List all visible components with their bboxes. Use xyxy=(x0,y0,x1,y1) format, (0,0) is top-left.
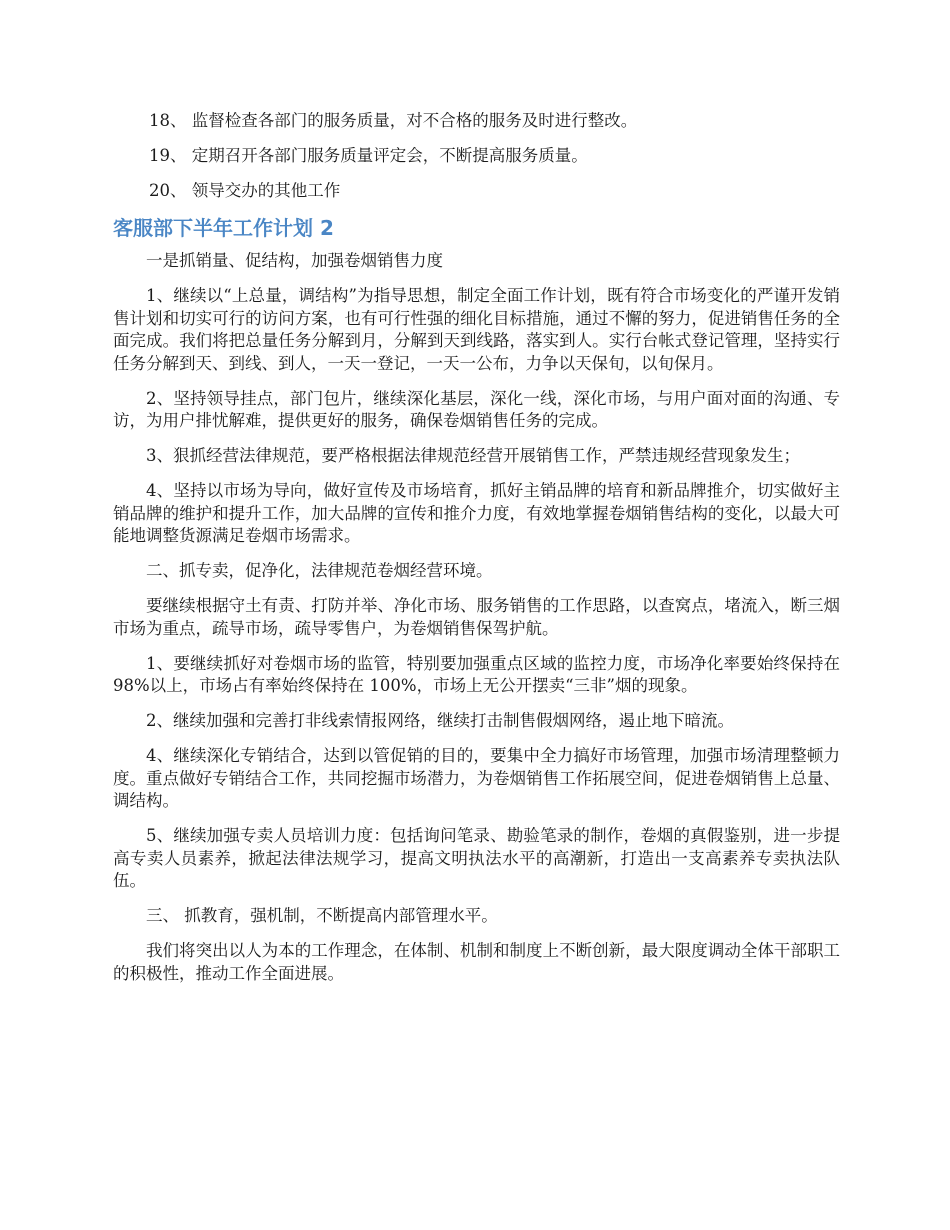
paragraph: 1、要继续抓好对卷烟市场的监管，特别要加强重点区域的监控力度，市场净化率要始终保持在 98%以上，市场占有率始终保持在 100%，市场上无公开摆卖“三非”烟的现象。 xyxy=(113,653,840,695)
paragraph: 3、狠抓经营法律规范，要严格根据法律规范经营开展销售工作，严禁违规经营现象发生； xyxy=(146,446,800,465)
paragraph: 5、继续加强专卖人员培训力度：包括询问笔录、勘验笔录的制作，卷烟的真假鉴别，进一步提高专卖人员素养，掀起法律法规学习，提高文明执法水平的高潮新，打造出一支高素养专卖执法队伍。 xyxy=(113,826,840,890)
paragraph: 三、 抓教育，强机制，不断提高内部管理水平。 xyxy=(146,906,498,925)
paragraph: 2、继续加强和完善打非线索情报网络，继续打击制售假烟网络，遏止地下暗流。 xyxy=(146,711,734,730)
document-page xyxy=(113,110,840,998)
paragraph: 4、继续深化专销结合，达到以管促销的目的，要集中全力搞好市场管理，加强市场清理整顿力度。重点做好专销结合工作，共同挖掘市场潜力，为卷烟销售工作拓展空间，促进卷烟销售上总量、调结构。 xyxy=(113,746,840,810)
list-item: 19、 定期召开各部门服务质量评定会，不断提高服务质量。 xyxy=(149,146,588,165)
section-heading: 客服部下半年工作计划 2 xyxy=(113,216,334,240)
paragraph: 我们将突出以人为本的工作理念，在体制、机制和制度上不断创新，最大限度调动全体干部职工的积极性，推动工作全面进展。 xyxy=(113,941,840,983)
list-item: 18、 监督检查各部门的服务质量，对不合格的服务及时进行整改。 xyxy=(149,111,638,130)
paragraph: 一是抓销量、促结构，加强卷烟销售力度 xyxy=(146,251,443,270)
paragraph: 二、抓专卖，促净化，法律规范卷烟经营环境。 xyxy=(146,561,493,580)
paragraph: 4、坚持以市场为导向，做好宣传及市场培育，抓好主销品牌的培育和新品牌推介，切实做好主销品牌的维护和提升工作，加大品牌的宣传和推介力度，有效地掌握卷烟销售结构的变化，以最大可能地调整货源满足卷烟市场需求。 xyxy=(113,481,840,545)
paragraph: 2、坚持领导挂点，部门包片，继续深化基层，深化一线，深化市场，与用户面对面的沟通、专访，为用户排忧解难，提供更好的服务，确保卷烟销售任务的完成。 xyxy=(113,388,840,430)
list-item: 20、 领导交办的其他工作 xyxy=(149,181,341,200)
paragraph: 1、继续以“上总量，调结构”为指导思想，制定全面工作计划，既有符合市场变化的严谨开发销售计划和切实可行的访问方案，也有可行性强的细化目标措施，通过不懈的努力，促进销售任务的全面完成。我们将把总量任务分解到月，分解到天到线路，落实到人。实行台帐式登记管理，坚持实行任务分解到天、到线、到人，一天一登记，一天一公布，力争以天保旬，以旬保月。 xyxy=(113,286,840,373)
paragraph: 要继续根据守土有责、打防并举、净化市场、服务销售的工作思路，以查窝点，堵流入，断三烟市场为重点，疏导市场，疏导零售户，为卷烟销售保驾护航。 xyxy=(113,596,840,638)
